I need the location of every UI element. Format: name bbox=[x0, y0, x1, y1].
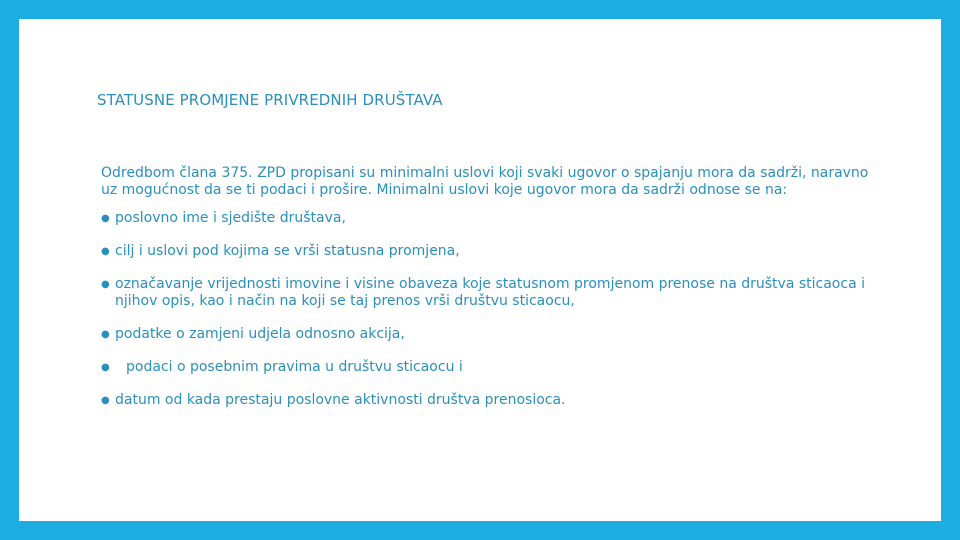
bullet-dot-icon: ● bbox=[101, 395, 110, 406]
bullet-text: podaci o posebnim pravima u društvu sticaocu i bbox=[126, 359, 463, 375]
bullet-text: poslovno ime i sjedište društava, bbox=[115, 210, 346, 226]
bullet-dot-icon: ● bbox=[101, 362, 110, 373]
list-item bbox=[101, 392, 881, 409]
bullet-text: datum od kada prestaju poslovne aktivnosti društva prenosioca. bbox=[115, 392, 566, 408]
intro-paragraph: Odredbom člana 375. ZPD propisani su minimalni uslovi koji svaki ugovor o spajanju mora da sadrži, naravno uz mogućnost da se ti podaci i prošire. Minimalni uslovi koje ugovor mora da sadrži odnose se na: bbox=[101, 165, 869, 198]
slide-canvas bbox=[19, 19, 941, 521]
list-item bbox=[101, 359, 881, 376]
slide-title: STATUSNE PROMJENE PRIVREDNIH DRUŠTAVA bbox=[97, 91, 443, 109]
list-item bbox=[101, 276, 881, 310]
bullet-text: označavanje vrijednosti imovine i visine obaveza koje statusnom promjenom prenose na društva sticaoca i njihov opis, kao i način na koji se taj prenos vrši društvu sticaocu, bbox=[115, 276, 865, 309]
list-item bbox=[101, 326, 881, 343]
list-item bbox=[101, 243, 881, 260]
bullet-dot-icon: ● bbox=[101, 279, 110, 290]
bullet-dot-icon: ● bbox=[101, 246, 110, 257]
bullet-list bbox=[101, 210, 881, 409]
bullet-dot-icon: ● bbox=[101, 329, 110, 340]
bullet-text: cilj i uslovi pod kojima se vrši statusna promjena, bbox=[115, 243, 460, 259]
bullet-dot-icon: ● bbox=[101, 213, 110, 224]
list-item bbox=[101, 210, 881, 227]
bullet-text: podatke o zamjeni udjela odnosno akcija, bbox=[115, 326, 405, 342]
slide-body bbox=[101, 165, 881, 425]
